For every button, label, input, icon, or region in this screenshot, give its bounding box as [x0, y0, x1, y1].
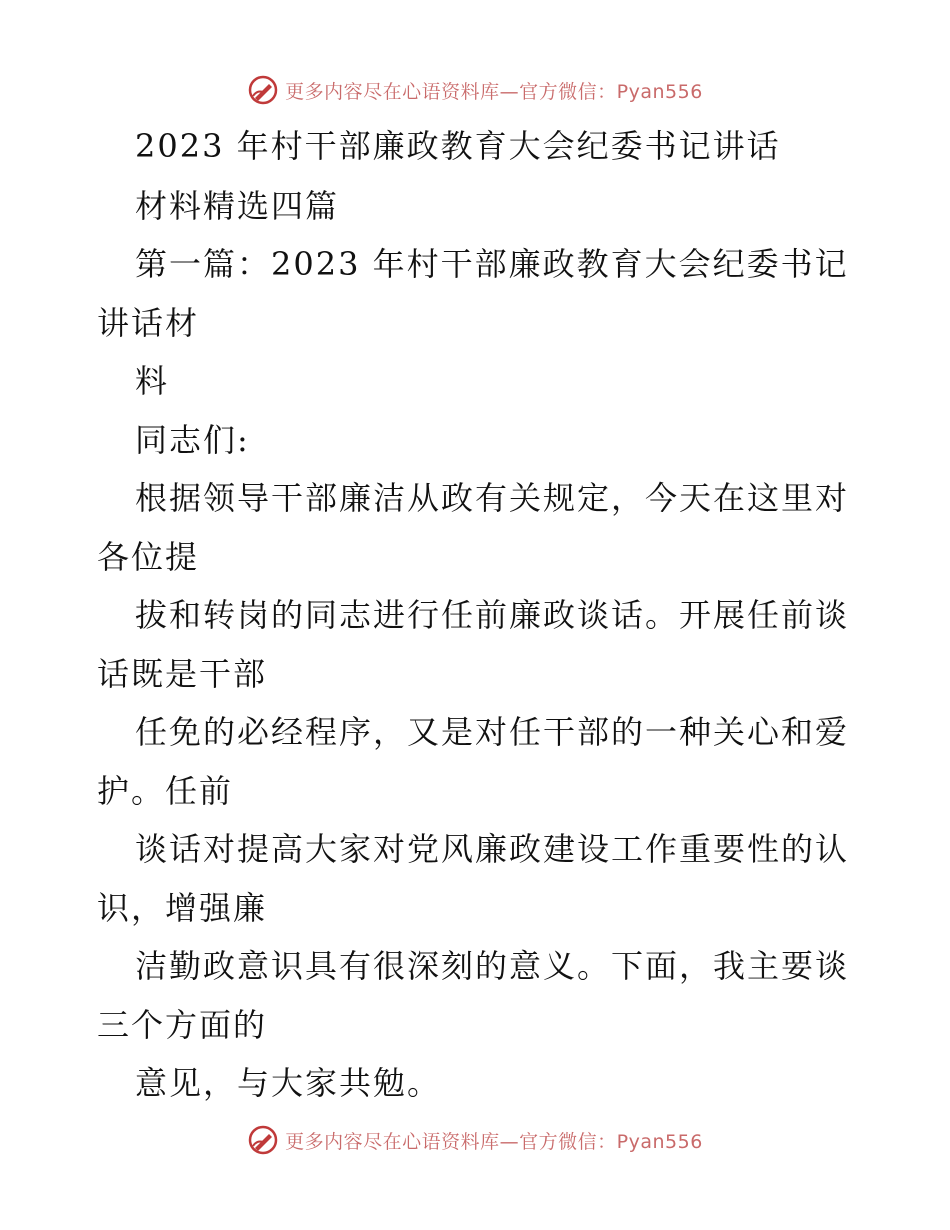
body-line: 意见，与大家共勉。 [135, 1064, 442, 1102]
body-line: 任免的必经程序，又是对任干部的一种关心和爱 [135, 713, 850, 751]
pen-seal-icon [247, 74, 279, 106]
watermark-text: 更多内容尽在心语资料库—官方微信：Pyan556 [285, 80, 703, 103]
watermark-text: 更多内容尽在心语资料库—官方微信：Pyan556 [285, 1130, 703, 1153]
section-heading-line-1: 第一篇：2023 年村干部廉政教育大会纪委书记 [135, 245, 849, 283]
body-line: 根据领导干部廉洁从政有关规定，今天在这里对 [135, 479, 850, 517]
header-watermark-banner [0, 70, 950, 110]
body-line: 谈话对提高大家对党风廉政建设工作重要性的认 [135, 830, 850, 868]
section-heading-line-2: 讲话材 [97, 304, 200, 342]
doc-title-line-2: 材料精选四篇 [135, 187, 340, 225]
body-line: 话既是干部 [97, 655, 268, 693]
salutation: 同志们: [135, 421, 250, 459]
section-heading-line-3: 料 [135, 362, 170, 400]
body-line: 各位提 [97, 538, 200, 576]
body-line: 护。任前 [97, 772, 234, 810]
pen-seal-icon [247, 1124, 279, 1156]
footer-watermark-banner [0, 1120, 950, 1160]
body-line: 拔和转岗的同志进行任前廉政谈话。开展任前谈 [135, 596, 850, 634]
body-line: 三个方面的 [97, 1006, 268, 1044]
body-line: 洁勤政意识具有很深刻的意义。下面，我主要谈 [135, 947, 850, 985]
doc-title-line-1: 2023 年村干部廉政教育大会纪委书记讲话 [135, 127, 781, 165]
body-line: 识，增强廉 [97, 889, 268, 927]
